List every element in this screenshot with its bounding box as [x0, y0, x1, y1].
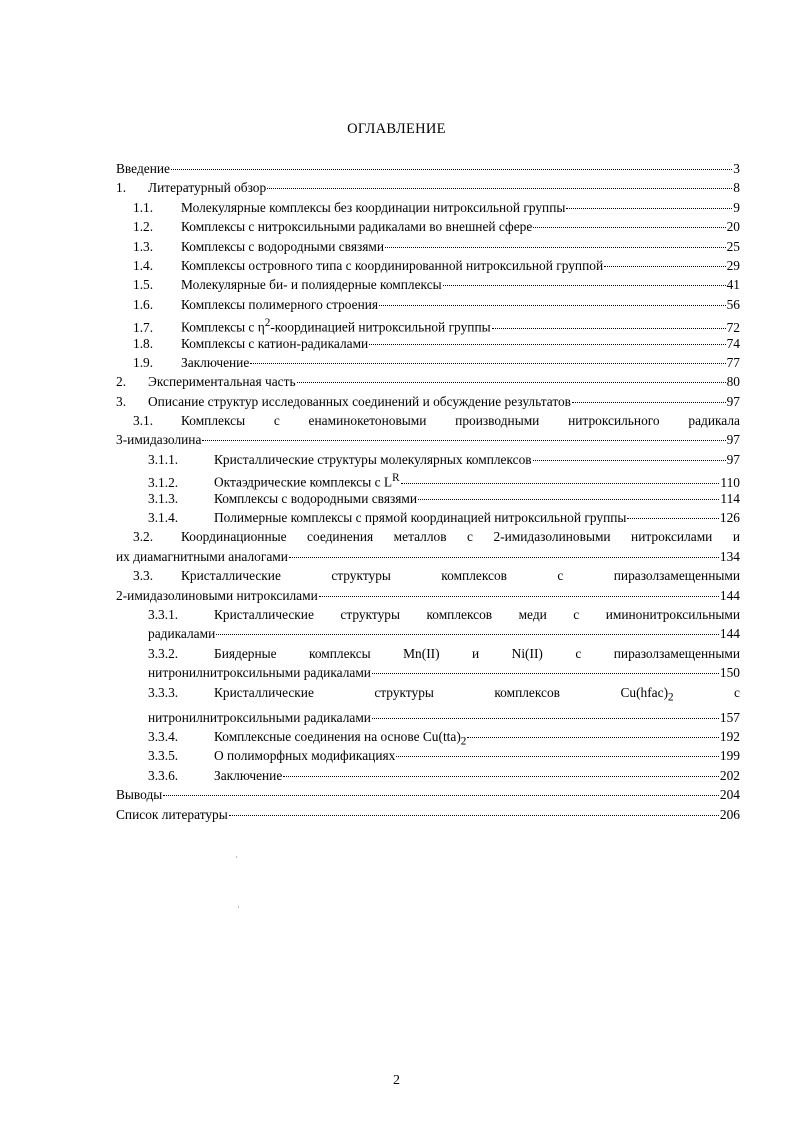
toc-entry-3-1-2[interactable]: [116, 469, 740, 488]
toc-entry-page: 72: [726, 319, 740, 335]
toc-entry-text: Экспериментальная часть: [148, 374, 296, 390]
toc-entry-3-3-2[interactable]: [116, 644, 740, 683]
toc-entry-number: 1.6.: [133, 296, 154, 312]
toc-entry-page: 144: [719, 587, 740, 603]
leader-dots: [289, 556, 719, 558]
toc-entry-page: 204: [719, 787, 740, 803]
toc-entry-text: Биядерные комплексы Mn(II) и Ni(II) с пиразолзамещенными: [214, 645, 740, 661]
toc-entry-text: Комплексы с енаминокетоновыми производными нитроксильного радикала: [181, 413, 740, 429]
toc-entry-text: Список литературы: [116, 806, 228, 822]
leader-dots: [467, 736, 719, 738]
toc-entry-1-1[interactable]: [116, 198, 740, 217]
toc-entry-text: Введение: [116, 161, 170, 176]
toc-entry-text: Кристаллические структуры комплексов $Cu(hfac)_2$ с: [214, 684, 740, 704]
toc-entry-text: Полимерные комплексы с прямой координацией нитроксильной группы: [214, 510, 627, 526]
toc-entry-text: Кристаллические структуры комплексов меди с иминонитроксильными: [214, 607, 740, 623]
toc-entry-number: 3.1.: [133, 413, 154, 429]
leader-dots: [604, 265, 725, 267]
toc-entry-3-3-3[interactable]: [116, 683, 740, 727]
toc-entry-3-3-6[interactable]: [116, 766, 740, 785]
toc-entry-line-2: [116, 708, 740, 727]
leader-dots: [418, 498, 719, 500]
toc-entry-number: 1.: [116, 180, 127, 196]
table-of-contents: [116, 159, 740, 824]
toc-entry-3-3-1[interactable]: [116, 605, 740, 644]
toc-entry-text: Координационные соединения металлов с 2-имидазолиновыми нитроксилами и: [181, 529, 740, 545]
toc-entry-number: 2.: [116, 374, 127, 390]
toc-entry-text: Описание структур исследованных соединений и обсуждение результатов: [148, 393, 572, 409]
toc-entry-text-continued: 3-имидазолина: [116, 432, 202, 448]
toc-entry-number: 1.5.: [133, 277, 154, 293]
toc-entry-1-7[interactable]: [116, 314, 740, 333]
leader-dots: [319, 595, 719, 597]
leader-dots: [369, 343, 725, 345]
toc-entry-1-4[interactable]: [116, 256, 740, 275]
toc-entry-page: 9: [733, 199, 740, 215]
toc-entry-number: 3.1.2.: [148, 474, 179, 490]
toc-entry-page: 77: [726, 354, 740, 370]
page-title: ОГЛАВЛЕНИЕ: [347, 121, 446, 137]
toc-entry-line-1: [116, 527, 740, 546]
toc-entry-3[interactable]: [116, 392, 740, 411]
toc-entry-text-continued: 2-имидазолиновыми нитроксилами: [116, 587, 318, 603]
toc-entry-number: 3.1.1.: [148, 451, 179, 467]
leader-dots: [492, 327, 726, 329]
toc-entry-page: 199: [719, 748, 740, 764]
toc-entry-1[interactable]: [116, 178, 740, 197]
toc-entry-3-1-4[interactable]: [116, 508, 740, 527]
leader-dots: [627, 517, 718, 519]
toc-entry-page: 8: [733, 180, 740, 196]
toc-entry-1-6[interactable]: [116, 295, 740, 314]
leader-dots: [283, 775, 719, 777]
toc-entry-text: Молекулярные комплексы без координации нитроксильной группы: [181, 199, 566, 215]
leader-dots: [533, 459, 726, 461]
toc-entry-number: 3.3.3.: [148, 684, 179, 700]
leader-dots: [385, 246, 726, 248]
toc-entry-number: 3.3.6.: [148, 767, 179, 783]
toc-entry-number: 1.9.: [133, 354, 154, 370]
toc-entry-text: Литературный обзор: [148, 180, 267, 196]
toc-entry-text: Заключение: [214, 767, 283, 783]
toc-entry-text: Комплексы с катион-радикалами: [181, 335, 369, 351]
toc-entry-page: 74: [726, 335, 740, 351]
leader-dots: [229, 814, 719, 816]
toc-entry-line-2: [116, 624, 740, 643]
toc-entry-line-1: [116, 566, 740, 585]
toc-entry-page: 192: [719, 729, 740, 745]
toc-entry-1-3[interactable]: [116, 237, 740, 256]
toc-entry-text-continued: нитронилнитроксильными радикалами: [148, 709, 371, 725]
toc-entry-1-2[interactable]: [116, 217, 740, 236]
toc-entry-3-1-3[interactable]: [116, 489, 740, 508]
toc-entry-page: 97: [726, 451, 740, 467]
toc-entry-page: 25: [726, 238, 740, 254]
toc-entry-page: 134: [719, 548, 740, 564]
toc-entry-line-2: [116, 547, 740, 566]
toc-entry-number: 1.8.: [133, 335, 154, 351]
toc-entry-conclusions[interactable]: [116, 785, 740, 804]
leader-dots: [396, 755, 719, 757]
toc-entry-number: 1.3.: [133, 238, 154, 254]
toc-entry-text: Октаэдрические комплексы с $L^R$: [214, 472, 400, 490]
toc-entry-text: Комплексные соединения на основе $Cu(tta)_2$: [214, 729, 467, 748]
toc-entry-page: 97: [726, 393, 740, 409]
leader-dots: [202, 439, 725, 441]
leader-dots: [163, 794, 719, 796]
toc-entry-number: 3.3.4.: [148, 729, 179, 745]
leader-dots: [566, 207, 732, 209]
toc-entry-text: Молекулярные би- и полиядерные комплексы: [181, 277, 442, 293]
toc-entry-page: 126: [719, 510, 740, 526]
toc-entry-2[interactable]: [116, 372, 740, 391]
toc-entry-page: 202: [719, 767, 740, 783]
toc-entry-page: 80: [726, 374, 740, 390]
toc-entry-line-1: [116, 683, 740, 708]
toc-entry-3-1[interactable]: [116, 411, 740, 450]
leader-dots: [297, 381, 726, 383]
toc-entry-number: 1.7.: [133, 319, 154, 335]
toc-entry-line-1: [116, 644, 740, 663]
toc-entry-page: 110: [720, 474, 740, 490]
toc-entry-page: 29: [726, 257, 740, 273]
toc-entry-text: Кристаллические структуры молекулярных комплексов: [214, 451, 532, 467]
leader-dots: [533, 226, 725, 228]
toc-entry-line-2: [116, 430, 740, 449]
toc-entry-text: Комплексы с нитроксильными радикалами во внешней сфере: [181, 219, 533, 235]
toc-entry-text: Заключение: [181, 354, 250, 370]
toc-entry-line-1: [116, 411, 740, 430]
toc-entry-number: 3.: [116, 393, 127, 409]
toc-entry-number: 3.3.: [133, 568, 154, 584]
toc-entry-3-2[interactable]: [116, 527, 740, 566]
toc-entry-text: Выводы: [116, 787, 163, 803]
scan-speck: [236, 856, 237, 858]
toc-entry-line-2: [116, 663, 740, 682]
leader-dots: [267, 187, 732, 189]
toc-entry-page: 20: [726, 219, 740, 235]
toc-entry-number: 1.1.: [133, 199, 154, 215]
toc-entry-3-1-1[interactable]: [116, 450, 740, 469]
toc-entry-page: 144: [719, 626, 740, 642]
page-number: 2: [393, 1073, 400, 1088]
toc-entry-number: 1.2.: [133, 219, 154, 235]
toc-entry-text: Комплексы островного типа с координированной нитроксильной группой: [181, 257, 604, 273]
toc-entry-number: 3.1.3.: [148, 490, 179, 506]
toc-entry-page: 41: [726, 277, 740, 293]
toc-entry-introduction[interactable]: [116, 159, 740, 178]
toc-entry-3-3[interactable]: [116, 566, 740, 605]
toc-entry-page: 3: [733, 161, 740, 176]
toc-entry-page: 157: [719, 709, 740, 725]
toc-entry-1-5[interactable]: [116, 275, 740, 294]
leader-dots: [171, 168, 732, 170]
toc-entry-page: 150: [719, 665, 740, 681]
toc-entry-3-3-4[interactable]: [116, 727, 740, 746]
toc-entry-text: Комплексы с водородными связями: [181, 238, 385, 254]
toc-entry-line-2: [116, 586, 740, 605]
leader-dots: [379, 304, 726, 306]
toc-entry-number: 3.2.: [133, 529, 154, 545]
toc-entry-text-continued: их диамагнитными аналогами: [116, 548, 288, 564]
leader-dots: [443, 284, 726, 286]
leader-dots: [401, 482, 720, 484]
toc-entry-text: О полиморфных модификациях: [214, 748, 396, 764]
toc-entry-number: 3.3.5.: [148, 748, 179, 764]
toc-entry-text: Кристаллические структуры комплексов с пиразолзамещенными: [181, 568, 740, 584]
toc-entry-text: Комплексы с водородными связями: [214, 490, 418, 506]
leader-dots: [572, 401, 726, 403]
toc-entry-number: 3.1.4.: [148, 510, 179, 526]
toc-entry-references[interactable]: [116, 805, 740, 824]
toc-entry-1-9[interactable]: [116, 353, 740, 372]
leader-dots: [250, 362, 725, 364]
leader-dots: [372, 672, 719, 674]
toc-entry-line-1: [116, 605, 740, 624]
toc-entry-number: 3.3.1.: [148, 607, 179, 623]
scan-speck: [238, 906, 239, 908]
toc-entry-page: 56: [726, 296, 740, 312]
toc-entry-number: 3.3.2.: [148, 645, 179, 661]
toc-entry-number: 1.4.: [133, 257, 154, 273]
toc-entry-page: 114: [720, 490, 740, 506]
toc-entry-text: Комплексы с $\eta^2$-координацией нитроксильной группы: [181, 317, 491, 335]
toc-entry-page: 97: [726, 432, 740, 448]
toc-entry-text: Комплексы полимерного строения: [181, 296, 379, 312]
toc-entry-text-continued: радикалами: [148, 626, 216, 642]
leader-dots: [216, 633, 719, 635]
leader-dots: [372, 717, 719, 719]
toc-entry-text-continued: нитронилнитроксильными радикалами: [148, 665, 371, 681]
toc-entry-page: 206: [719, 806, 740, 822]
